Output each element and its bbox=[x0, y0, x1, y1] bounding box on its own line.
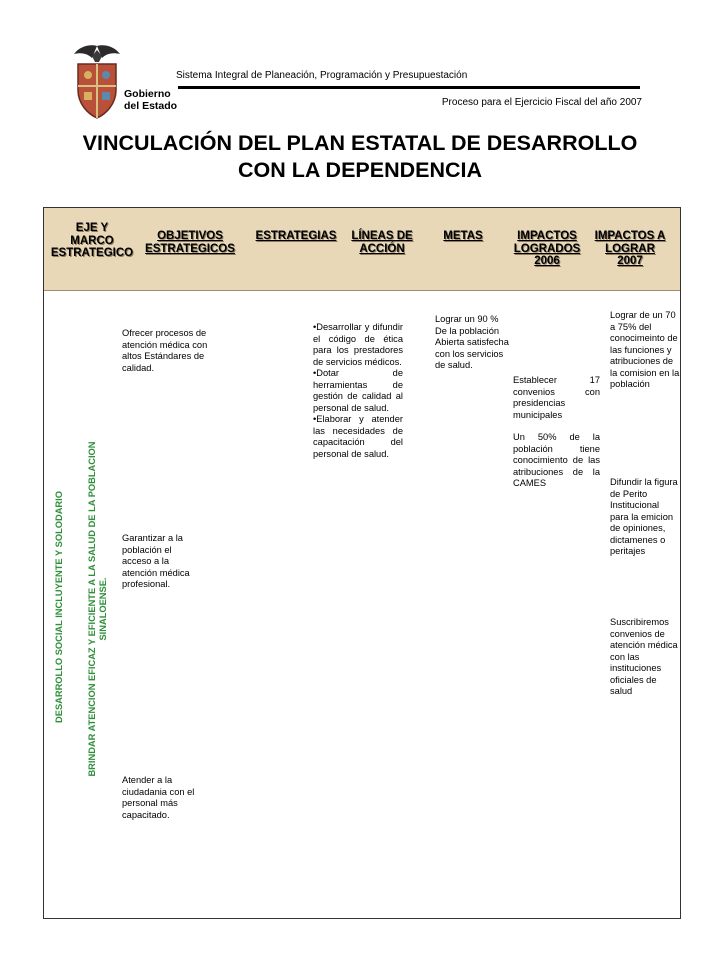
impacto-logrado-item: Un 50% de la población tiene conocimiento de las atribuciones de la CAMES bbox=[513, 432, 600, 488]
column-header-eje: EJE Y MARCO ESTRATEGICO bbox=[50, 222, 134, 259]
impactos-logrados-list bbox=[513, 375, 600, 490]
objetivo-item: Garantizar a la población el acceso a la atención médica profesional. bbox=[122, 533, 190, 589]
table-header-divider bbox=[44, 290, 680, 291]
column-header-metas: METAS bbox=[443, 230, 483, 242]
objetivo-item: Ofrecer procesos de atención médica con altos Estándares de calidad. bbox=[122, 328, 208, 373]
eje-vertical-text: DESARROLLO SOCIAL INCLUYENTE Y SOLODARIO bbox=[54, 491, 64, 723]
column-header-objetivos: OBJETIVOS ESTRATEGICOS bbox=[145, 230, 235, 255]
lineas-accion-list bbox=[313, 322, 403, 460]
column-header-impactos-logrados: IMPACTOS LOGRADOS 2006 bbox=[513, 230, 581, 267]
linea-accion-item: •Elaborar y atender las necesidades de capacitación del personal de salud. bbox=[313, 414, 403, 459]
system-name: Sistema Integral de Planeación, Programación y Presupuestación bbox=[176, 70, 468, 81]
metas-text: Lograr un 90 % De la población Abierta satisfecha con los servicios de salud. bbox=[435, 314, 509, 370]
government-label: Gobierno del Estado bbox=[124, 88, 178, 112]
header-divider bbox=[178, 86, 640, 89]
linea-accion-item: •Dotar de herramientas de gestión de calidad al personal de salud. bbox=[313, 368, 403, 413]
state-coat-of-arms-icon bbox=[70, 42, 124, 120]
marco-vertical-text: BRINDAR ATENCION EFICAZ Y EFICIENTE A LA SALUD DE LA POBLACION SINALOENSE. bbox=[87, 441, 108, 777]
objetivo-item: Atender a la ciudadania con el personal más capacitado. bbox=[122, 775, 195, 820]
fiscal-process-label: Proceso para el Ejercicio Fiscal del año 2007 bbox=[441, 97, 642, 108]
column-header-lineas: LÍNEAS DE ACCIÓN bbox=[351, 230, 413, 255]
linea-accion-item: •Desarrollar y difundir el código de ética para los prestadores de servicios médicos. bbox=[313, 322, 403, 367]
impacto-lograr-item: Difundir la figura de Perito Institucional para la emicion de opiniones, dictamenes o peritajes bbox=[610, 477, 678, 556]
impacto-logrado-item: Establecer 17 convenios con presidencias municipales bbox=[513, 375, 600, 420]
impacto-lograr-item: Lograr de un 70 a 75% del conocimeinto de las funciones y atribuciones de la comision en la población bbox=[610, 310, 680, 389]
column-header-impactos-lograr: IMPACTOS A LOGRAR 2007 bbox=[594, 230, 666, 267]
impacto-lograr-item: Suscribiremos convenios de atención médica con las instituciones oficiales de salud bbox=[610, 617, 678, 696]
column-header-estrategias: ESTRATEGIAS bbox=[255, 230, 337, 242]
page-title: VINCULACIÓN DEL PLAN ESTATAL DE DESARROLLO CON LA DEPENDENCIA bbox=[82, 131, 638, 182]
